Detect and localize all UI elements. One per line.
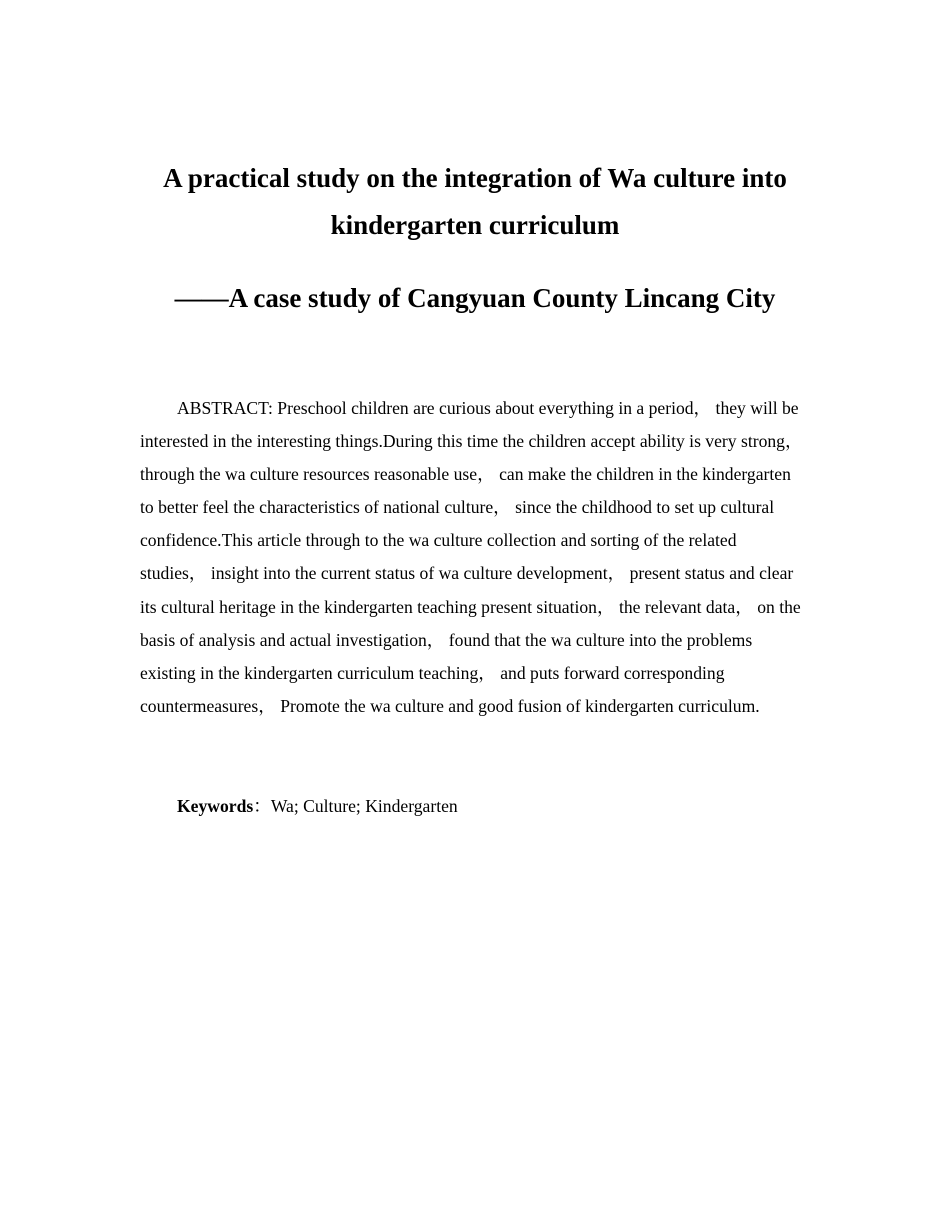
keywords-value: Wa; Culture; Kindergarten bbox=[270, 796, 458, 816]
keywords-label: Keywords bbox=[177, 796, 254, 816]
keywords-separator: ： bbox=[253, 796, 271, 816]
paper-title: A practical study on the integration of Wa culture into kindergarten curriculum bbox=[163, 163, 787, 240]
keywords-line bbox=[140, 790, 806, 823]
paper-subtitle: ——A case study of Cangyuan County Lincang City bbox=[174, 283, 776, 313]
abstract-paragraph: ABSTRACT: Preschool children are curious about everything in a period， they will be interested in the interesting things.During this time the children accept ability is very strong， through the wa culture resources reasonable use， can make the children in the kindergarten to better feel the characteristics of national culture， since the childhood to set up cultural confidence.This article through to the wa culture collection and sorting of the related studies， insight into the current status of wa culture development， present status and clear its cultural heritage in the kindergarten teaching present situation， the relevant data， on the basis of analysis and actual investigation， found that the wa culture into the problems existing in the kindergarten curriculum teaching， and puts forward corresponding countermeasures， Promote the wa culture and good fusion of kindergarten curriculum. bbox=[140, 398, 803, 716]
